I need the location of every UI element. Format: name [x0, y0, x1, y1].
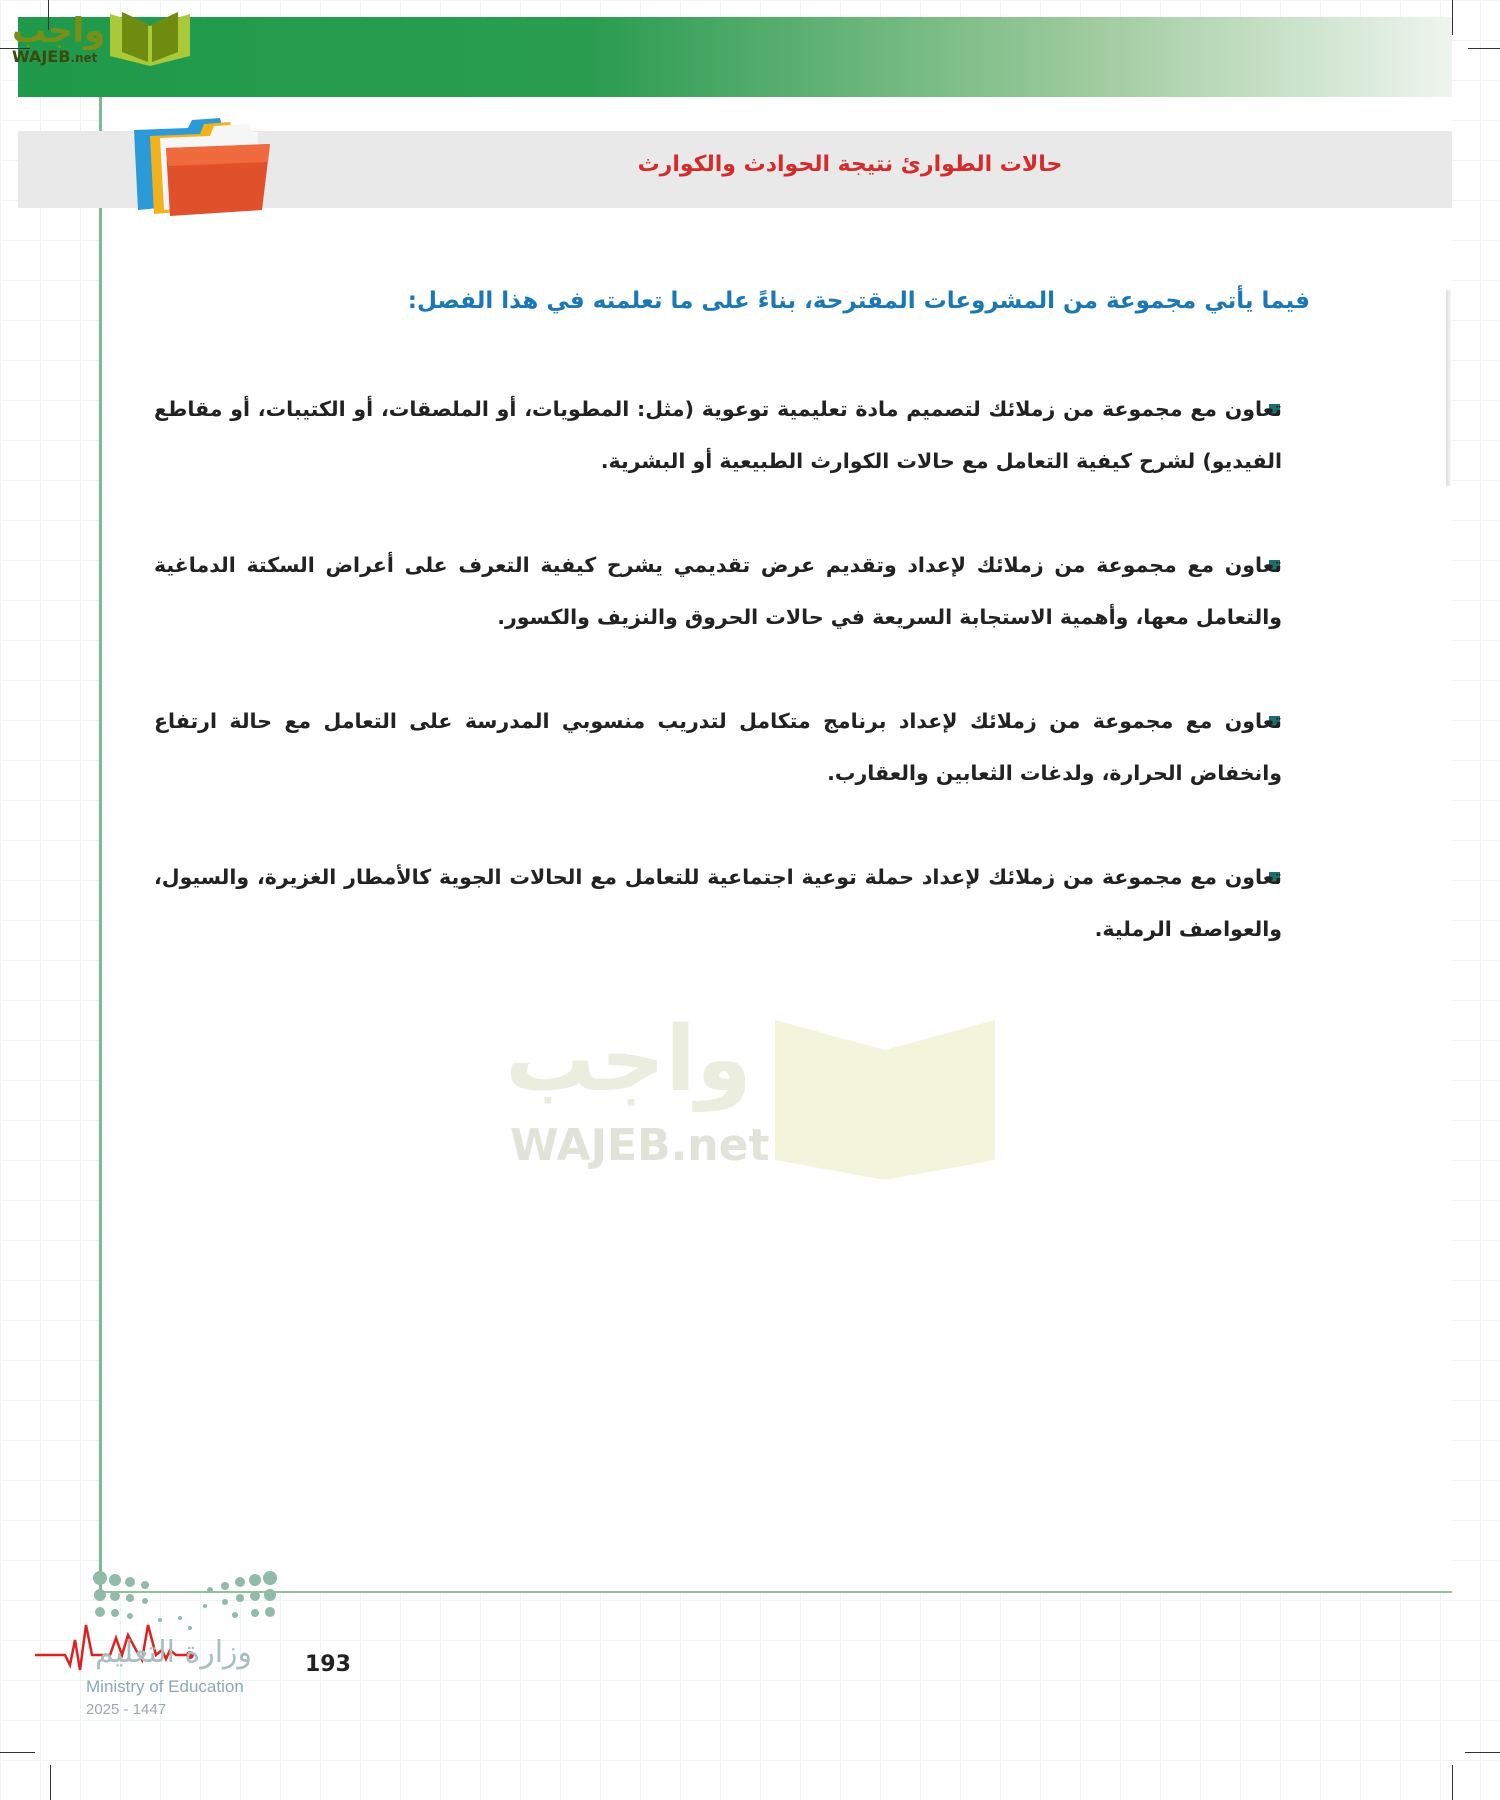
wajeb-logo: [10, 4, 190, 68]
page-number: 193: [305, 1652, 351, 1677]
svg-text:WAJEB.net: WAJEB.net: [12, 47, 98, 66]
footer-line: [100, 1591, 1452, 1593]
project-item: تعاون مع مجموعة من زملائك لإعداد برنامج متكامل لتدريب منسوبي المدرسة على التعامل مع حالة ارتفاع وانخفاض الحرارة، ولدغات الثعابين والعقارب.: [154, 709, 1282, 785]
folder-icon: [130, 110, 275, 218]
watermark-en: WAJEB.net: [510, 1120, 770, 1171]
ministry-name-ar: وزارة التعليم: [95, 1635, 253, 1670]
intro-heading: فيما يأتي مجموعة من المشروعات المقترحة، بناءً على ما تعلمته في هذا الفصل:: [407, 288, 1310, 314]
edition-year: 2025 - 1447: [86, 1701, 167, 1718]
page-body: [102, 97, 1452, 1591]
svg-text:واجب: واجب: [12, 11, 106, 51]
crop-mark: [1452, 0, 1453, 35]
crop-mark: [1452, 1765, 1453, 1800]
margin-line: [99, 97, 102, 1594]
project-item: تعاون مع مجموعة من زملائك لإعداد وتقديم عرض تقديمي يشرح كيفية التعرف على أعراض السكتة الدماغية والتعامل معها، وأهمية الاستجابة السريعة في حالات الحروق والنزيف والكسور.: [154, 553, 1282, 629]
crop-mark: [50, 1765, 51, 1800]
crop-mark: [1465, 1752, 1500, 1753]
crop-mark: [0, 1752, 35, 1753]
top-banner: [18, 17, 1452, 97]
ministry-name-en: Ministry of Education: [86, 1677, 244, 1696]
watermark-ar: واجب: [505, 1010, 752, 1112]
project-item: تعاون مع مجموعة من زملائك لتصميم مادة تعليمية توعوية (مثل: المطويات، أو الملصقات، أو الكتيبات، أو مقاطع الفيديو) لشرح كيفية التعامل مع حالات الكوارث الطبيعية أو البشرية.: [154, 397, 1282, 473]
wajeb-watermark: [505, 1010, 1005, 1180]
crop-mark: [1468, 48, 1500, 49]
project-item: تعاون مع مجموعة من زملائك لإعداد حملة توعية اجتماعية للتعامل مع الحالات الجوية كالأمطار الغزيرة، والسيول، والعواصف الرملية.: [154, 865, 1282, 941]
scrollbar[interactable]: [1446, 290, 1451, 486]
section-title: حالات الطوارئ نتيجة الحوادث والكوارث: [637, 152, 1063, 177]
